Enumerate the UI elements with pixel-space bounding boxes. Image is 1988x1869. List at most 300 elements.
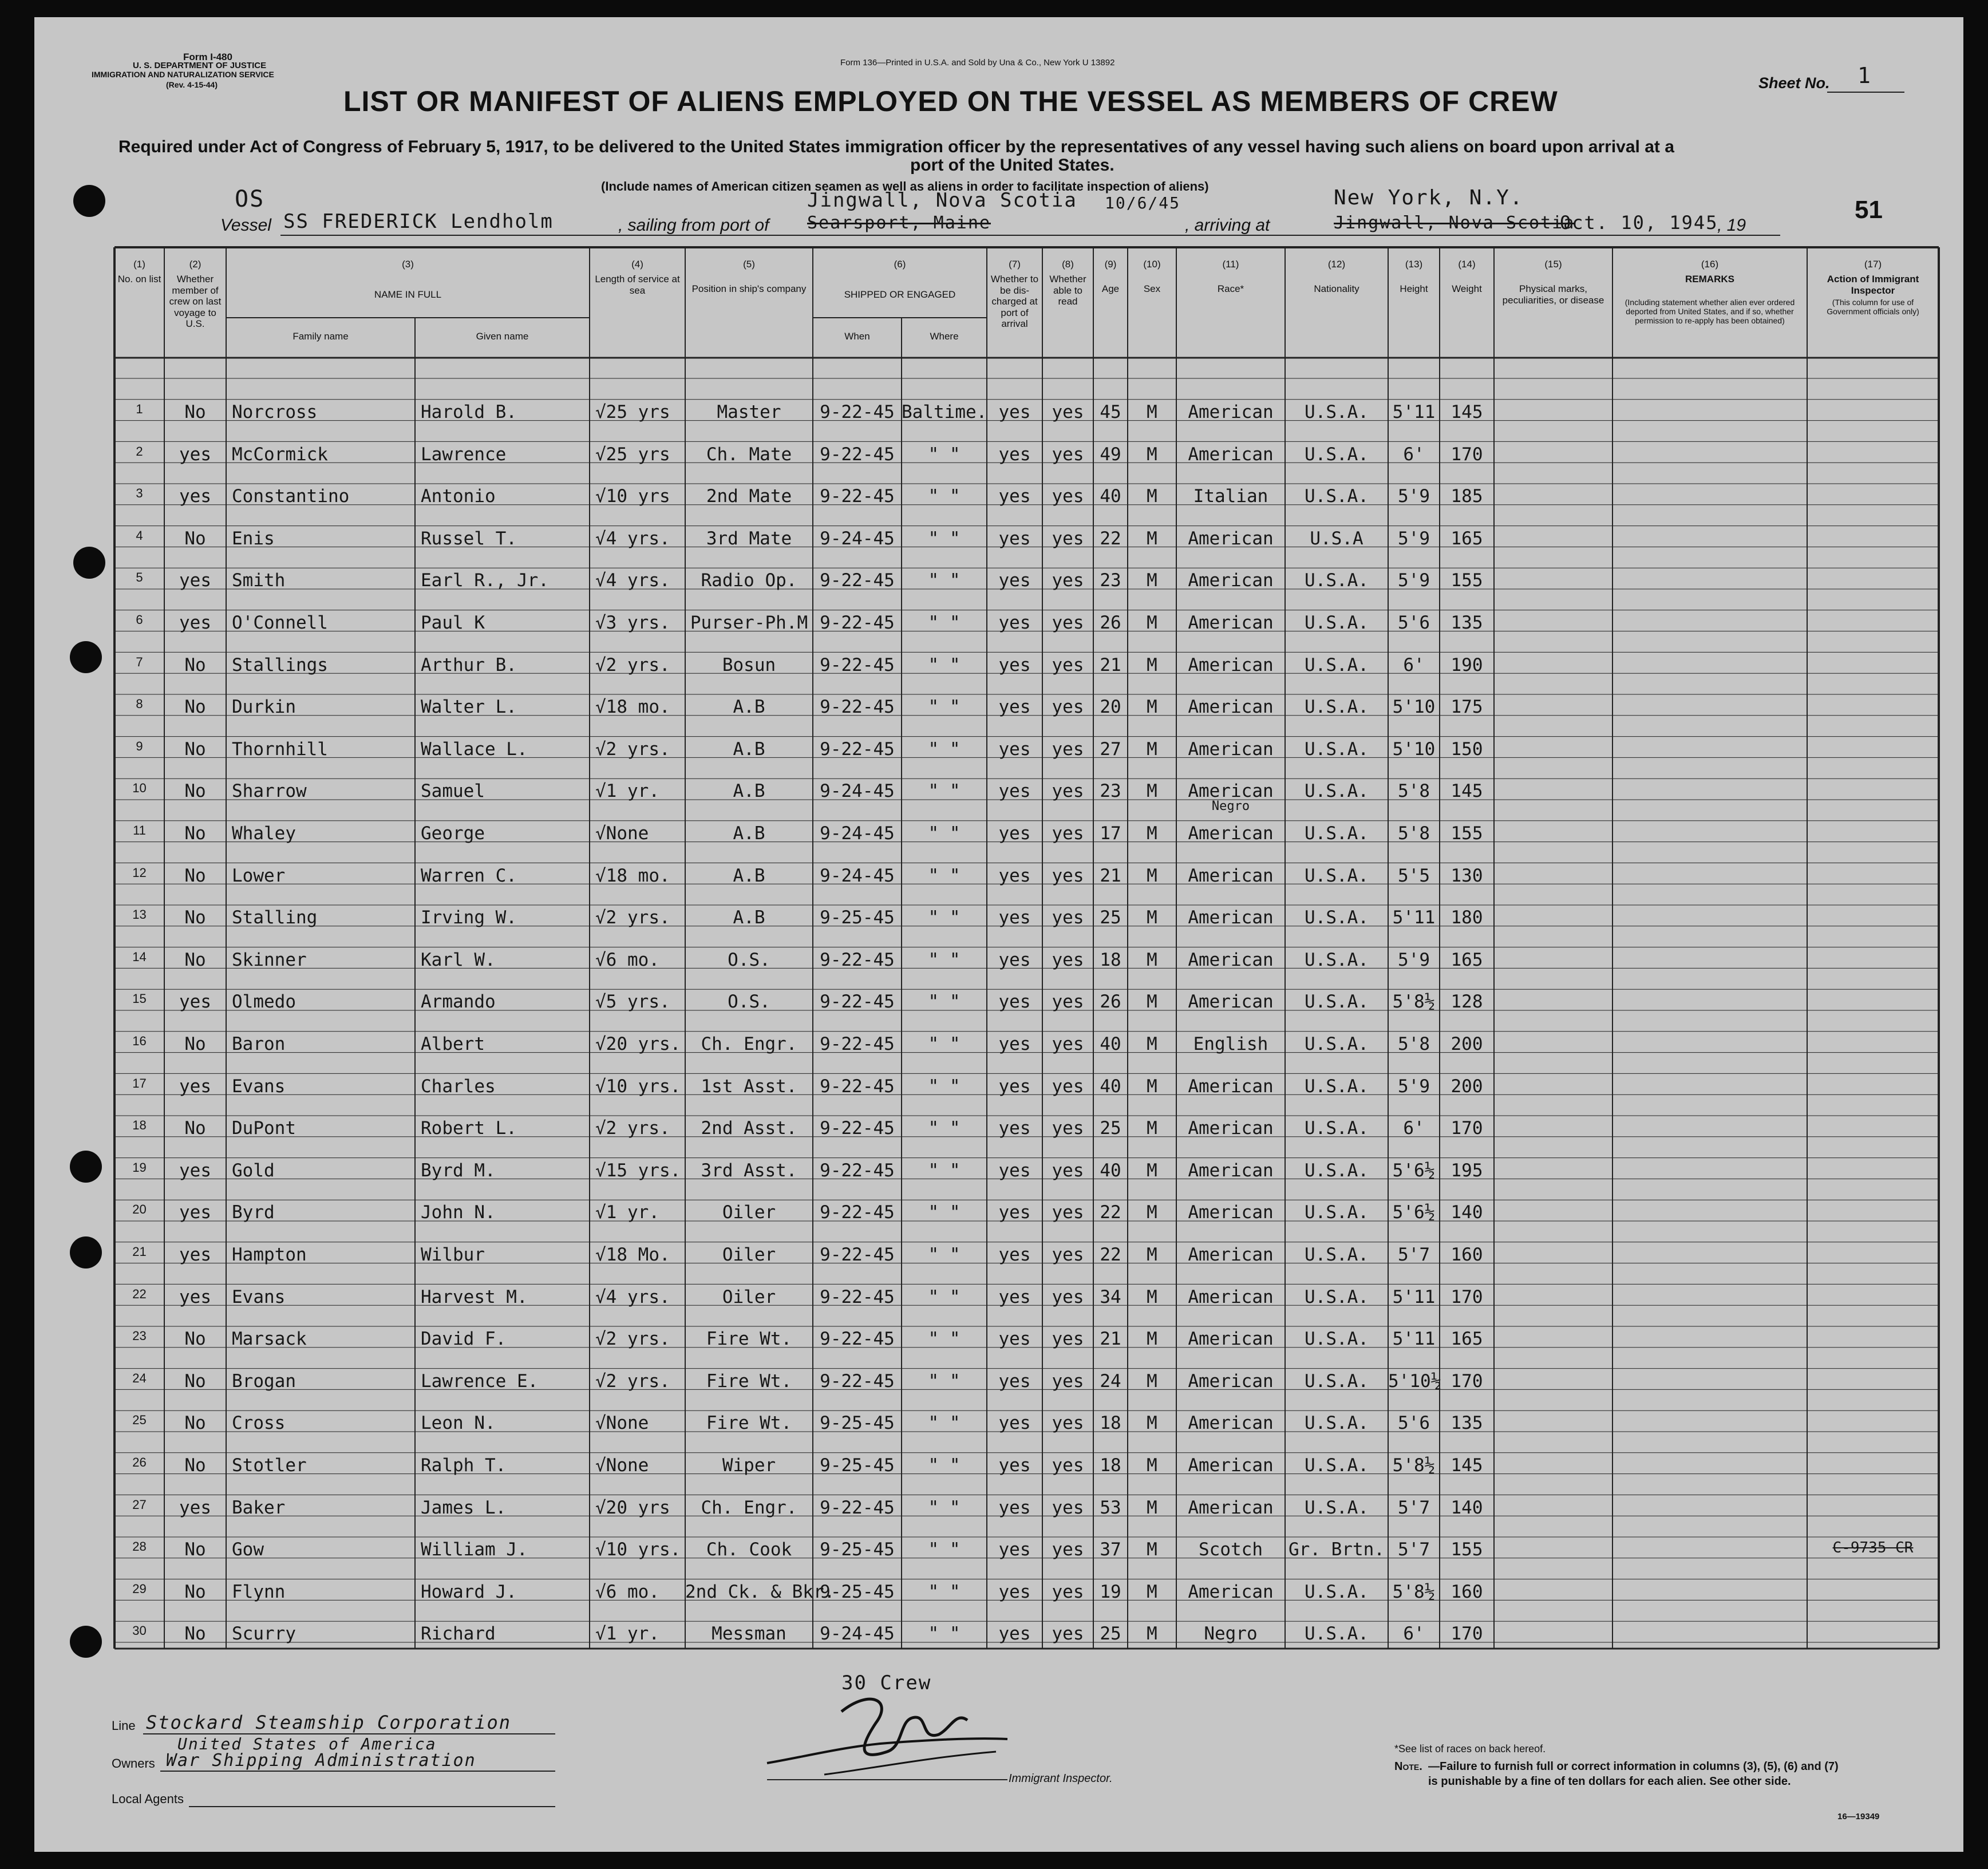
position: 2nd Asst. bbox=[701, 1118, 797, 1139]
service-length: √18 mo. bbox=[595, 697, 670, 718]
shipped-when: 9-22-45 bbox=[820, 1034, 895, 1054]
height: 5'9 bbox=[1398, 570, 1430, 591]
shipped-where: " " bbox=[928, 1581, 961, 1602]
discharged: yes bbox=[998, 570, 1031, 591]
owners-underline bbox=[160, 1771, 555, 1772]
age: 18 bbox=[1100, 949, 1121, 970]
nationality: U.S.A. bbox=[1305, 444, 1369, 465]
given-name: Albert bbox=[421, 1034, 485, 1054]
age: 25 bbox=[1100, 1118, 1121, 1139]
position: O.S. bbox=[728, 949, 770, 970]
shipped-when: 9-22-45 bbox=[820, 654, 895, 675]
nationality: U.S.A. bbox=[1305, 1623, 1369, 1645]
column-label: Height bbox=[1400, 283, 1428, 294]
column-note: (This column for use of Government officials only) bbox=[1827, 298, 1919, 317]
sailing-label: , sailing from port of bbox=[618, 216, 769, 235]
shipped-when: 9-22-45 bbox=[820, 1118, 895, 1139]
column-label: NAME IN FULL bbox=[374, 289, 442, 300]
race: American bbox=[1188, 1244, 1274, 1265]
shipped-when: 9-25-45 bbox=[820, 1539, 895, 1560]
weight: 145 bbox=[1451, 781, 1483, 802]
shipped-where: " " bbox=[928, 949, 961, 970]
position: A.B bbox=[733, 823, 765, 844]
row-number: 20 bbox=[132, 1202, 147, 1217]
prev-voyage: No bbox=[184, 654, 206, 675]
height: 5'10 bbox=[1392, 697, 1436, 718]
nationality: U.S.A bbox=[1310, 528, 1363, 549]
service-length: √15 yrs. bbox=[595, 1160, 681, 1181]
nationality: U.S.A. bbox=[1305, 654, 1369, 675]
service-length: √20 yrs. bbox=[595, 1034, 681, 1054]
height: 5'5 bbox=[1398, 865, 1430, 886]
height: 5'6½ bbox=[1392, 1160, 1436, 1181]
row-number: 13 bbox=[132, 907, 147, 922]
column-number: (1) bbox=[133, 259, 145, 270]
discharged: yes bbox=[998, 528, 1031, 549]
family-name: Whaley bbox=[232, 823, 296, 844]
shipped-when: 9-22-45 bbox=[820, 1160, 895, 1181]
sheet-label: Sheet No. bbox=[1758, 74, 1830, 92]
given-name: Karl W. bbox=[421, 949, 496, 970]
service-length: √3 yrs. bbox=[595, 613, 670, 633]
weight: 135 bbox=[1451, 1413, 1483, 1434]
discharged: yes bbox=[998, 907, 1031, 928]
position: Ch. Engr. bbox=[701, 1034, 797, 1054]
given-name: Richard bbox=[421, 1623, 496, 1645]
nationality: Gr. Brtn. bbox=[1289, 1539, 1385, 1560]
position: Master bbox=[717, 402, 781, 422]
height: 5'11 bbox=[1392, 1329, 1436, 1350]
height: 5'6 bbox=[1398, 613, 1430, 633]
age: 26 bbox=[1100, 613, 1121, 633]
age: 40 bbox=[1100, 486, 1121, 507]
port-to-struck: Jingwall, Nova Scotia bbox=[1334, 213, 1575, 233]
column-number: (10) bbox=[1143, 259, 1161, 270]
arriving-label: , arriving at bbox=[1185, 216, 1270, 235]
row-number: 8 bbox=[136, 697, 143, 712]
sheet-number: 1 bbox=[1857, 63, 1872, 88]
height: 5'11 bbox=[1392, 1286, 1436, 1307]
family-name: Gold bbox=[232, 1160, 275, 1181]
service-length: √20 yrs bbox=[595, 1497, 670, 1518]
prev-voyage: No bbox=[184, 1329, 206, 1350]
discharged: yes bbox=[998, 1202, 1031, 1223]
family-name: McCormick bbox=[232, 444, 328, 465]
printer-line: Form 136—Printed in U.S.A. and Sold by Una & Co., New York U 13892 bbox=[840, 58, 1115, 68]
able-to-read: yes bbox=[1052, 1623, 1084, 1645]
inspector-underline bbox=[767, 1779, 1007, 1780]
row-number: 2 bbox=[136, 444, 143, 459]
position: 1st Asst. bbox=[701, 1076, 797, 1097]
able-to-read: yes bbox=[1052, 823, 1084, 844]
race: English bbox=[1193, 1034, 1268, 1054]
service-length: √2 yrs. bbox=[595, 1329, 670, 1350]
column-label: Action of Immigrant Inspector bbox=[1827, 274, 1919, 296]
shipped-when: 9-22-45 bbox=[820, 613, 895, 633]
sex: M bbox=[1147, 738, 1157, 760]
races-note: *See list of races on back hereof. bbox=[1394, 1743, 1546, 1755]
race: American bbox=[1188, 1076, 1274, 1097]
discharged: yes bbox=[998, 1034, 1031, 1054]
able-to-read: yes bbox=[1052, 738, 1084, 760]
weight: 170 bbox=[1451, 1623, 1483, 1645]
age: 45 bbox=[1100, 402, 1121, 422]
able-to-read: yes bbox=[1052, 1329, 1084, 1350]
position: Ch. Cook bbox=[706, 1539, 792, 1560]
row-number: 18 bbox=[132, 1118, 147, 1133]
able-to-read: yes bbox=[1052, 613, 1084, 633]
nationality: U.S.A. bbox=[1305, 1581, 1369, 1602]
column-label: No. on list bbox=[117, 274, 161, 285]
prev-voyage: No bbox=[184, 1413, 206, 1434]
race: American bbox=[1188, 1118, 1274, 1139]
column-number: (6) bbox=[894, 259, 906, 270]
service-length: √1 yr. bbox=[595, 1202, 659, 1223]
prev-voyage: yes bbox=[179, 444, 211, 465]
row-number: 11 bbox=[133, 823, 146, 837]
given-name: Leon N. bbox=[421, 1413, 496, 1434]
height: 6' bbox=[1403, 654, 1425, 675]
age: 21 bbox=[1100, 1329, 1121, 1350]
position: A.B bbox=[733, 697, 765, 718]
prev-voyage: No bbox=[184, 738, 206, 760]
shipped-where: " " bbox=[928, 1076, 961, 1097]
weight: 145 bbox=[1451, 1455, 1483, 1476]
column-label: Race* bbox=[1217, 283, 1244, 294]
able-to-read: yes bbox=[1052, 486, 1084, 507]
row-number: 23 bbox=[132, 1329, 147, 1344]
discharged: yes bbox=[998, 1370, 1031, 1392]
shipped-when: 9-24-45 bbox=[820, 1623, 895, 1645]
prev-voyage: No bbox=[184, 1623, 206, 1645]
form-code: 16—19349 bbox=[1837, 1812, 1880, 1821]
shipped-when: 9-22-45 bbox=[820, 1244, 895, 1265]
able-to-read: yes bbox=[1052, 1539, 1084, 1560]
shipped-when: 9-25-45 bbox=[820, 1413, 895, 1434]
given-name: Russel T. bbox=[421, 528, 517, 549]
form-rev: (Rev. 4-15-44) bbox=[166, 80, 218, 89]
sex: M bbox=[1147, 1623, 1157, 1645]
prev-voyage: No bbox=[184, 1034, 206, 1054]
prev-voyage: No bbox=[184, 528, 206, 549]
position: Oiler bbox=[722, 1202, 776, 1223]
height: 5'7 bbox=[1398, 1539, 1430, 1560]
sex: M bbox=[1147, 1202, 1157, 1223]
family-name: Gow bbox=[232, 1539, 264, 1560]
family-name: Flynn bbox=[232, 1581, 286, 1602]
row-number: 3 bbox=[136, 486, 143, 501]
shipped-when: 9-22-45 bbox=[820, 402, 895, 422]
column-label: Age bbox=[1101, 283, 1120, 294]
age: 25 bbox=[1100, 907, 1121, 928]
prev-voyage: yes bbox=[179, 1244, 211, 1265]
able-to-read: yes bbox=[1052, 1118, 1084, 1139]
weight: 170 bbox=[1451, 1118, 1483, 1139]
family-name: Lower bbox=[232, 865, 286, 886]
arrival-date: Oct. 10, 1945 bbox=[1560, 212, 1718, 234]
column-number: (4) bbox=[631, 259, 643, 270]
age: 19 bbox=[1100, 1581, 1121, 1602]
column-label: Sex bbox=[1143, 283, 1161, 294]
column-number: (8) bbox=[1062, 259, 1074, 270]
position: 2nd Mate bbox=[706, 486, 792, 507]
discharged: yes bbox=[998, 613, 1031, 633]
sex: M bbox=[1147, 528, 1157, 549]
total-crew-note: 30 Crew bbox=[841, 1672, 932, 1694]
given-name: Byrd M. bbox=[421, 1160, 496, 1181]
shipped-when: 9-22-45 bbox=[820, 949, 895, 970]
column-label: Length of service at sea bbox=[595, 274, 680, 296]
weight: 200 bbox=[1451, 1076, 1483, 1097]
shipped-where: " " bbox=[928, 823, 961, 844]
family-name: Baron bbox=[232, 1034, 286, 1054]
given-name: Armando bbox=[421, 991, 496, 1013]
shipped-when: 9-25-45 bbox=[820, 1581, 895, 1602]
prev-voyage: No bbox=[184, 823, 206, 844]
weight: 155 bbox=[1451, 823, 1483, 844]
shipped-where: " " bbox=[928, 1202, 961, 1223]
sex: M bbox=[1147, 1413, 1157, 1434]
weight: 170 bbox=[1451, 444, 1483, 465]
given-name: Warren C. bbox=[421, 865, 517, 886]
nationality: U.S.A. bbox=[1305, 1413, 1369, 1434]
sex: M bbox=[1147, 1370, 1157, 1392]
sex: M bbox=[1147, 1118, 1157, 1139]
weight: 200 bbox=[1451, 1034, 1483, 1054]
service-length: √4 yrs. bbox=[595, 570, 670, 591]
race: American bbox=[1188, 1455, 1274, 1476]
height: 5'9 bbox=[1398, 1076, 1430, 1097]
discharged: yes bbox=[998, 697, 1031, 718]
age: 24 bbox=[1100, 1370, 1121, 1392]
column-label: SHIPPED OR ENGAGED bbox=[844, 289, 956, 300]
port-to-inserted: New York, N.Y. bbox=[1334, 186, 1524, 210]
shipped-where: " " bbox=[928, 1160, 961, 1181]
service-length: √2 yrs. bbox=[595, 654, 670, 675]
able-to-read: yes bbox=[1052, 991, 1084, 1013]
shipped-where: " " bbox=[928, 1497, 961, 1518]
able-to-read: yes bbox=[1052, 570, 1084, 591]
discharged: yes bbox=[998, 1244, 1031, 1265]
weight: 128 bbox=[1451, 991, 1483, 1013]
able-to-read: yes bbox=[1052, 907, 1084, 928]
weight: 135 bbox=[1451, 613, 1483, 633]
age: 21 bbox=[1100, 865, 1121, 886]
column-number: (16) bbox=[1701, 259, 1719, 270]
position: Radio Op. bbox=[701, 570, 797, 591]
family-name: O'Connell bbox=[232, 613, 328, 633]
able-to-read: yes bbox=[1052, 1370, 1084, 1392]
prev-voyage: No bbox=[184, 907, 206, 928]
age: 21 bbox=[1100, 654, 1121, 675]
owners-label: Owners bbox=[112, 1756, 155, 1771]
weight: 160 bbox=[1451, 1581, 1483, 1602]
given-name: David F. bbox=[421, 1329, 507, 1350]
row-number: 26 bbox=[132, 1455, 147, 1469]
sex: M bbox=[1147, 1497, 1157, 1518]
age: 27 bbox=[1100, 738, 1121, 760]
able-to-read: yes bbox=[1052, 1455, 1084, 1476]
shipped-where: " " bbox=[928, 1286, 961, 1307]
service-length: √None bbox=[595, 823, 649, 844]
sex: M bbox=[1147, 1244, 1157, 1265]
column-sublabel: Given name bbox=[476, 331, 529, 342]
nationality: U.S.A. bbox=[1305, 402, 1369, 422]
able-to-read: yes bbox=[1052, 1076, 1084, 1097]
column-number: (11) bbox=[1222, 259, 1239, 270]
age: 18 bbox=[1100, 1413, 1121, 1434]
prev-voyage: yes bbox=[179, 1497, 211, 1518]
family-name: Byrd bbox=[232, 1202, 275, 1223]
shipped-where: " " bbox=[928, 654, 961, 675]
row-number: 12 bbox=[132, 865, 147, 880]
prev-voyage: yes bbox=[179, 486, 211, 507]
nationality: U.S.A. bbox=[1305, 1455, 1369, 1476]
given-name: Harvest M. bbox=[421, 1286, 528, 1307]
row-number: 5 bbox=[136, 570, 143, 585]
discharged: yes bbox=[998, 1581, 1031, 1602]
height: 5'8 bbox=[1398, 1034, 1430, 1054]
column-sublabel: Where bbox=[930, 331, 959, 342]
owners-value-2: War Shipping Administration bbox=[166, 1751, 476, 1771]
race: American bbox=[1188, 444, 1274, 465]
height: 5'8 bbox=[1398, 781, 1430, 802]
height: 6' bbox=[1403, 1623, 1425, 1645]
sex: M bbox=[1147, 1329, 1157, 1350]
weight: 165 bbox=[1451, 1329, 1483, 1350]
nationality: U.S.A. bbox=[1305, 1497, 1369, 1518]
row-number: 28 bbox=[132, 1539, 147, 1554]
race: American bbox=[1188, 697, 1274, 718]
port-from-inserted: Jingwall, Nova Scotia bbox=[807, 189, 1077, 212]
column-number: (9) bbox=[1104, 259, 1117, 270]
discharged: yes bbox=[998, 1286, 1031, 1307]
able-to-read: yes bbox=[1052, 1581, 1084, 1602]
sex: M bbox=[1147, 444, 1157, 465]
shipped-when: 9-22-45 bbox=[820, 570, 895, 591]
service-length: √None bbox=[595, 1413, 649, 1434]
given-name: James L. bbox=[421, 1497, 507, 1518]
weight: 170 bbox=[1451, 1370, 1483, 1392]
shipped-where: " " bbox=[928, 613, 961, 633]
row-number: 30 bbox=[132, 1623, 147, 1638]
shipped-where: " " bbox=[928, 570, 961, 591]
position: Messman bbox=[712, 1623, 786, 1645]
discharged: yes bbox=[998, 1160, 1031, 1181]
able-to-read: yes bbox=[1052, 1202, 1084, 1223]
family-name: Evans bbox=[232, 1076, 286, 1097]
shipped-where: " " bbox=[928, 1623, 961, 1645]
shipped-where: " " bbox=[928, 444, 961, 465]
given-name: Ralph T. bbox=[421, 1455, 507, 1476]
family-name: Stallings bbox=[232, 654, 328, 675]
shipped-where: " " bbox=[928, 528, 961, 549]
sex: M bbox=[1147, 823, 1157, 844]
shipped-when: 9-24-45 bbox=[820, 823, 895, 844]
prev-voyage: No bbox=[184, 1539, 206, 1560]
position: Ch. Mate bbox=[706, 444, 792, 465]
position: Purser-Ph.M bbox=[690, 613, 808, 633]
service-length: √18 Mo. bbox=[595, 1244, 670, 1265]
nationality: U.S.A. bbox=[1305, 570, 1369, 591]
shipped-where: " " bbox=[928, 1329, 961, 1350]
note-line-2: is punishable by a fine of ten dollars for each alien. See other side. bbox=[1428, 1775, 1791, 1788]
race: American bbox=[1188, 823, 1274, 844]
discharged: yes bbox=[998, 1076, 1031, 1097]
age: 26 bbox=[1100, 991, 1121, 1013]
family-name: Marsack bbox=[232, 1329, 307, 1350]
shipped-where: " " bbox=[928, 486, 961, 507]
service-length: √10 yrs. bbox=[595, 1076, 681, 1097]
sex: M bbox=[1147, 1034, 1157, 1054]
row-number: 15 bbox=[132, 991, 147, 1006]
height: 5'9 bbox=[1398, 486, 1430, 507]
nationality: U.S.A. bbox=[1305, 1034, 1369, 1054]
height: 5'8½ bbox=[1392, 1581, 1436, 1602]
able-to-read: yes bbox=[1052, 1244, 1084, 1265]
nationality: U.S.A. bbox=[1305, 697, 1369, 718]
column-number: (15) bbox=[1544, 259, 1562, 270]
position: Ch. Engr. bbox=[701, 1497, 797, 1518]
prev-voyage: yes bbox=[179, 1160, 211, 1181]
weight: 150 bbox=[1451, 738, 1483, 760]
position: 3rd Asst. bbox=[701, 1160, 797, 1181]
sex: M bbox=[1147, 402, 1157, 422]
prev-voyage: yes bbox=[179, 1202, 211, 1223]
prev-voyage: yes bbox=[179, 1286, 211, 1307]
nationality: U.S.A. bbox=[1305, 1202, 1369, 1223]
row-number: 16 bbox=[132, 1034, 147, 1048]
row-number: 27 bbox=[132, 1497, 147, 1512]
able-to-read: yes bbox=[1052, 697, 1084, 718]
shipped-when: 9-22-45 bbox=[820, 486, 895, 507]
column-label: Whether able to read bbox=[1049, 274, 1086, 307]
sex: M bbox=[1147, 570, 1157, 591]
height: 5'6½ bbox=[1392, 1202, 1436, 1223]
required-line-1: Required under Act of Congress of February 5, 1917, to be delivered to the United States immigration officer by the representatives of any vessel having such aliens on board upon arrival at a bbox=[118, 137, 1674, 156]
weight: 155 bbox=[1451, 1539, 1483, 1560]
shipped-when: 9-22-45 bbox=[820, 1329, 895, 1350]
sex: M bbox=[1147, 991, 1157, 1013]
race: Italian bbox=[1193, 486, 1268, 507]
sex: M bbox=[1147, 1160, 1157, 1181]
column-label: Physical marks, peculiarities, or disease bbox=[1502, 283, 1604, 306]
service-length: √6 mo. bbox=[595, 949, 659, 970]
given-name: Walter L. bbox=[421, 697, 517, 718]
given-name: George bbox=[421, 823, 485, 844]
column-label: Weight bbox=[1452, 283, 1482, 294]
height: 5'8½ bbox=[1392, 1455, 1436, 1476]
page-title: LIST OR MANIFEST OF ALIENS EMPLOYED ON THE VESSEL AS MEMBERS OF CREW bbox=[343, 85, 1558, 117]
form-service: IMMIGRATION AND NATURALIZATION SERVICE bbox=[92, 70, 274, 79]
race: American bbox=[1188, 654, 1274, 675]
shipped-when: 9-25-45 bbox=[820, 1455, 895, 1476]
age: 22 bbox=[1100, 1202, 1121, 1223]
shipped-when: 9-22-45 bbox=[820, 1076, 895, 1097]
race: American bbox=[1188, 570, 1274, 591]
sex: M bbox=[1147, 697, 1157, 718]
row-number: 1 bbox=[136, 402, 143, 416]
race: American bbox=[1188, 1497, 1274, 1518]
given-name: Wilbur bbox=[421, 1244, 485, 1265]
discharged: yes bbox=[998, 823, 1031, 844]
shipped-where: " " bbox=[928, 907, 961, 928]
position: 3rd Mate bbox=[706, 528, 792, 549]
shipped-where: " " bbox=[928, 1370, 961, 1392]
column-label: Position in ship's company bbox=[691, 283, 807, 294]
able-to-read: yes bbox=[1052, 1497, 1084, 1518]
sex: M bbox=[1147, 1539, 1157, 1560]
